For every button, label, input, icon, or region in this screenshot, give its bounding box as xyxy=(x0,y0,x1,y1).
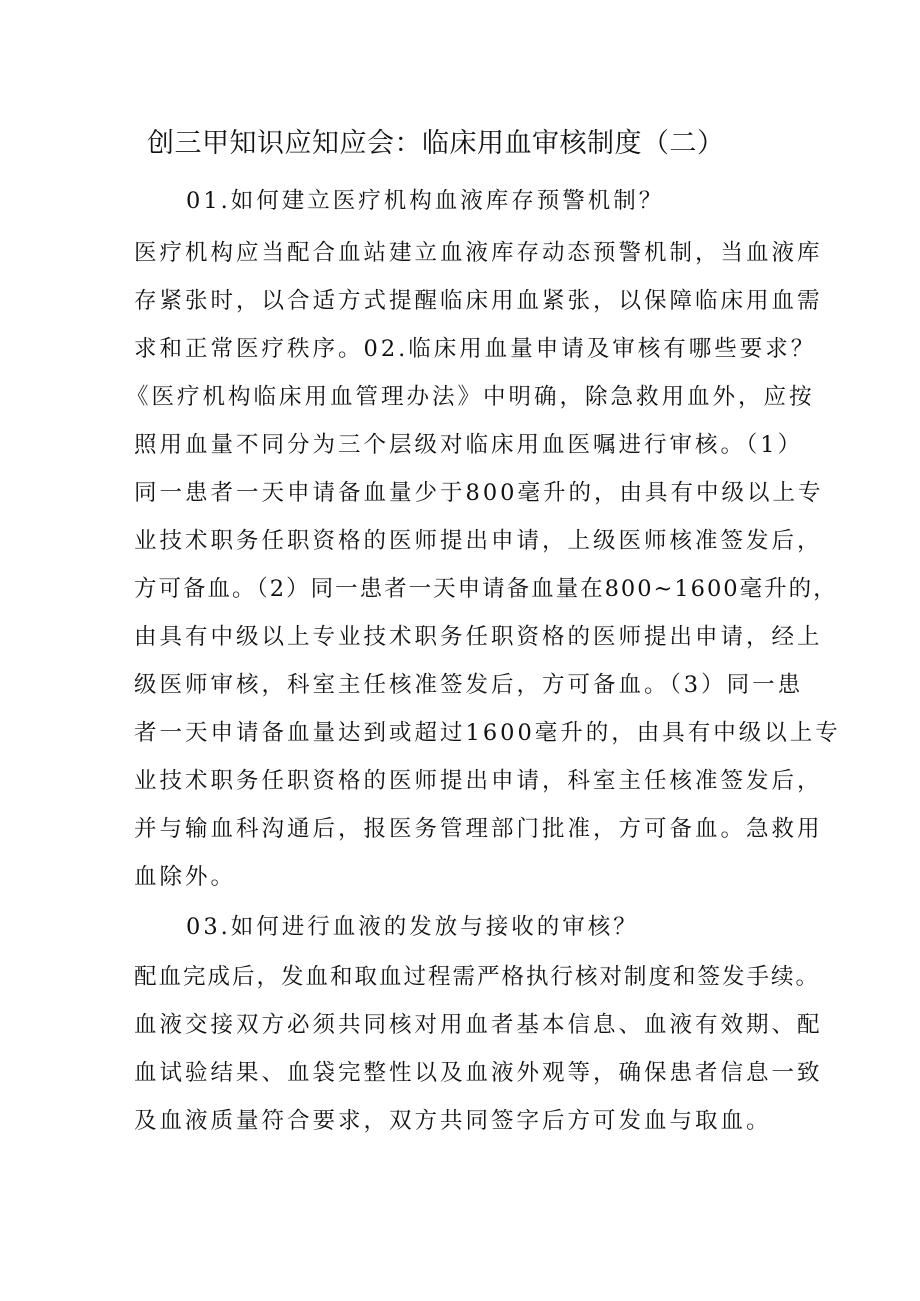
paragraph-line: 血液交接双方必须共同核对用血者基本信息、血液有效期、配 xyxy=(134,1012,823,1038)
paragraph-line: 照用血量不同分为三个层级对临床用血医嘱进行审核。（1） xyxy=(134,432,804,458)
paragraph-line: 血除外。 xyxy=(134,864,237,890)
paragraph-line: 业技术职务任职资格的医师提出申请，上级医师核准签发后， xyxy=(134,528,823,554)
paragraph-line: 求和正常医疗秩序。02.临床用血量申请及审核有哪些要求？ xyxy=(134,336,817,362)
question-1: 01.如何建立医疗机构血液库存预警机制？ xyxy=(186,188,665,214)
paragraph-line: 医疗机构应当配合血站建立血液库存动态预警机制，当血液库 xyxy=(134,240,823,266)
paragraph-line: 级医师审核，科室主任核准签发后，方可备血。（3）同一患 xyxy=(134,672,804,698)
paragraph-line: 血试验结果、血袋完整性以及血液外观等，确保患者信息一致 xyxy=(134,1060,823,1086)
paragraph-line: 《医疗机构临床用血管理办法》中明确，除急救用血外，应按 xyxy=(126,384,815,410)
paragraph-line: 业技术职务任职资格的医师提出申请，科室主任核准签发后， xyxy=(134,768,823,794)
document-title: 创三甲知识应知应会：临床用血审核制度（二） xyxy=(147,128,725,159)
paragraph-line: 配血完成后，发血和取血过程需严格执行核对制度和签发手续。 xyxy=(134,964,821,990)
paragraph-line: 并与输血科沟通后，报医务管理部门批准，方可备血。急救用 xyxy=(134,816,823,842)
paragraph-line: 者一天申请备血量达到或超过1600毫升的，由具有中级以上专 xyxy=(134,720,841,746)
paragraph-line: 及血液质量符合要求，双方共同签字后方可发血与取血。 xyxy=(134,1108,772,1134)
paragraph-line: 方可备血。（2）同一患者一天申请备血量在800~1600毫升的， xyxy=(134,576,838,602)
paragraph-line: 由具有中级以上专业技术职务任职资格的医师提出申请，经上 xyxy=(134,624,823,650)
question-3: 03.如何进行血液的发放与接收的审核？ xyxy=(186,914,639,940)
paragraph-line: 同一患者一天申请备血量少于800毫升的，由具有中级以上专 xyxy=(134,480,824,506)
paragraph-line: 存紧张时，以合适方式提醒临床用血紧张，以保障临床用血需 xyxy=(134,288,823,314)
